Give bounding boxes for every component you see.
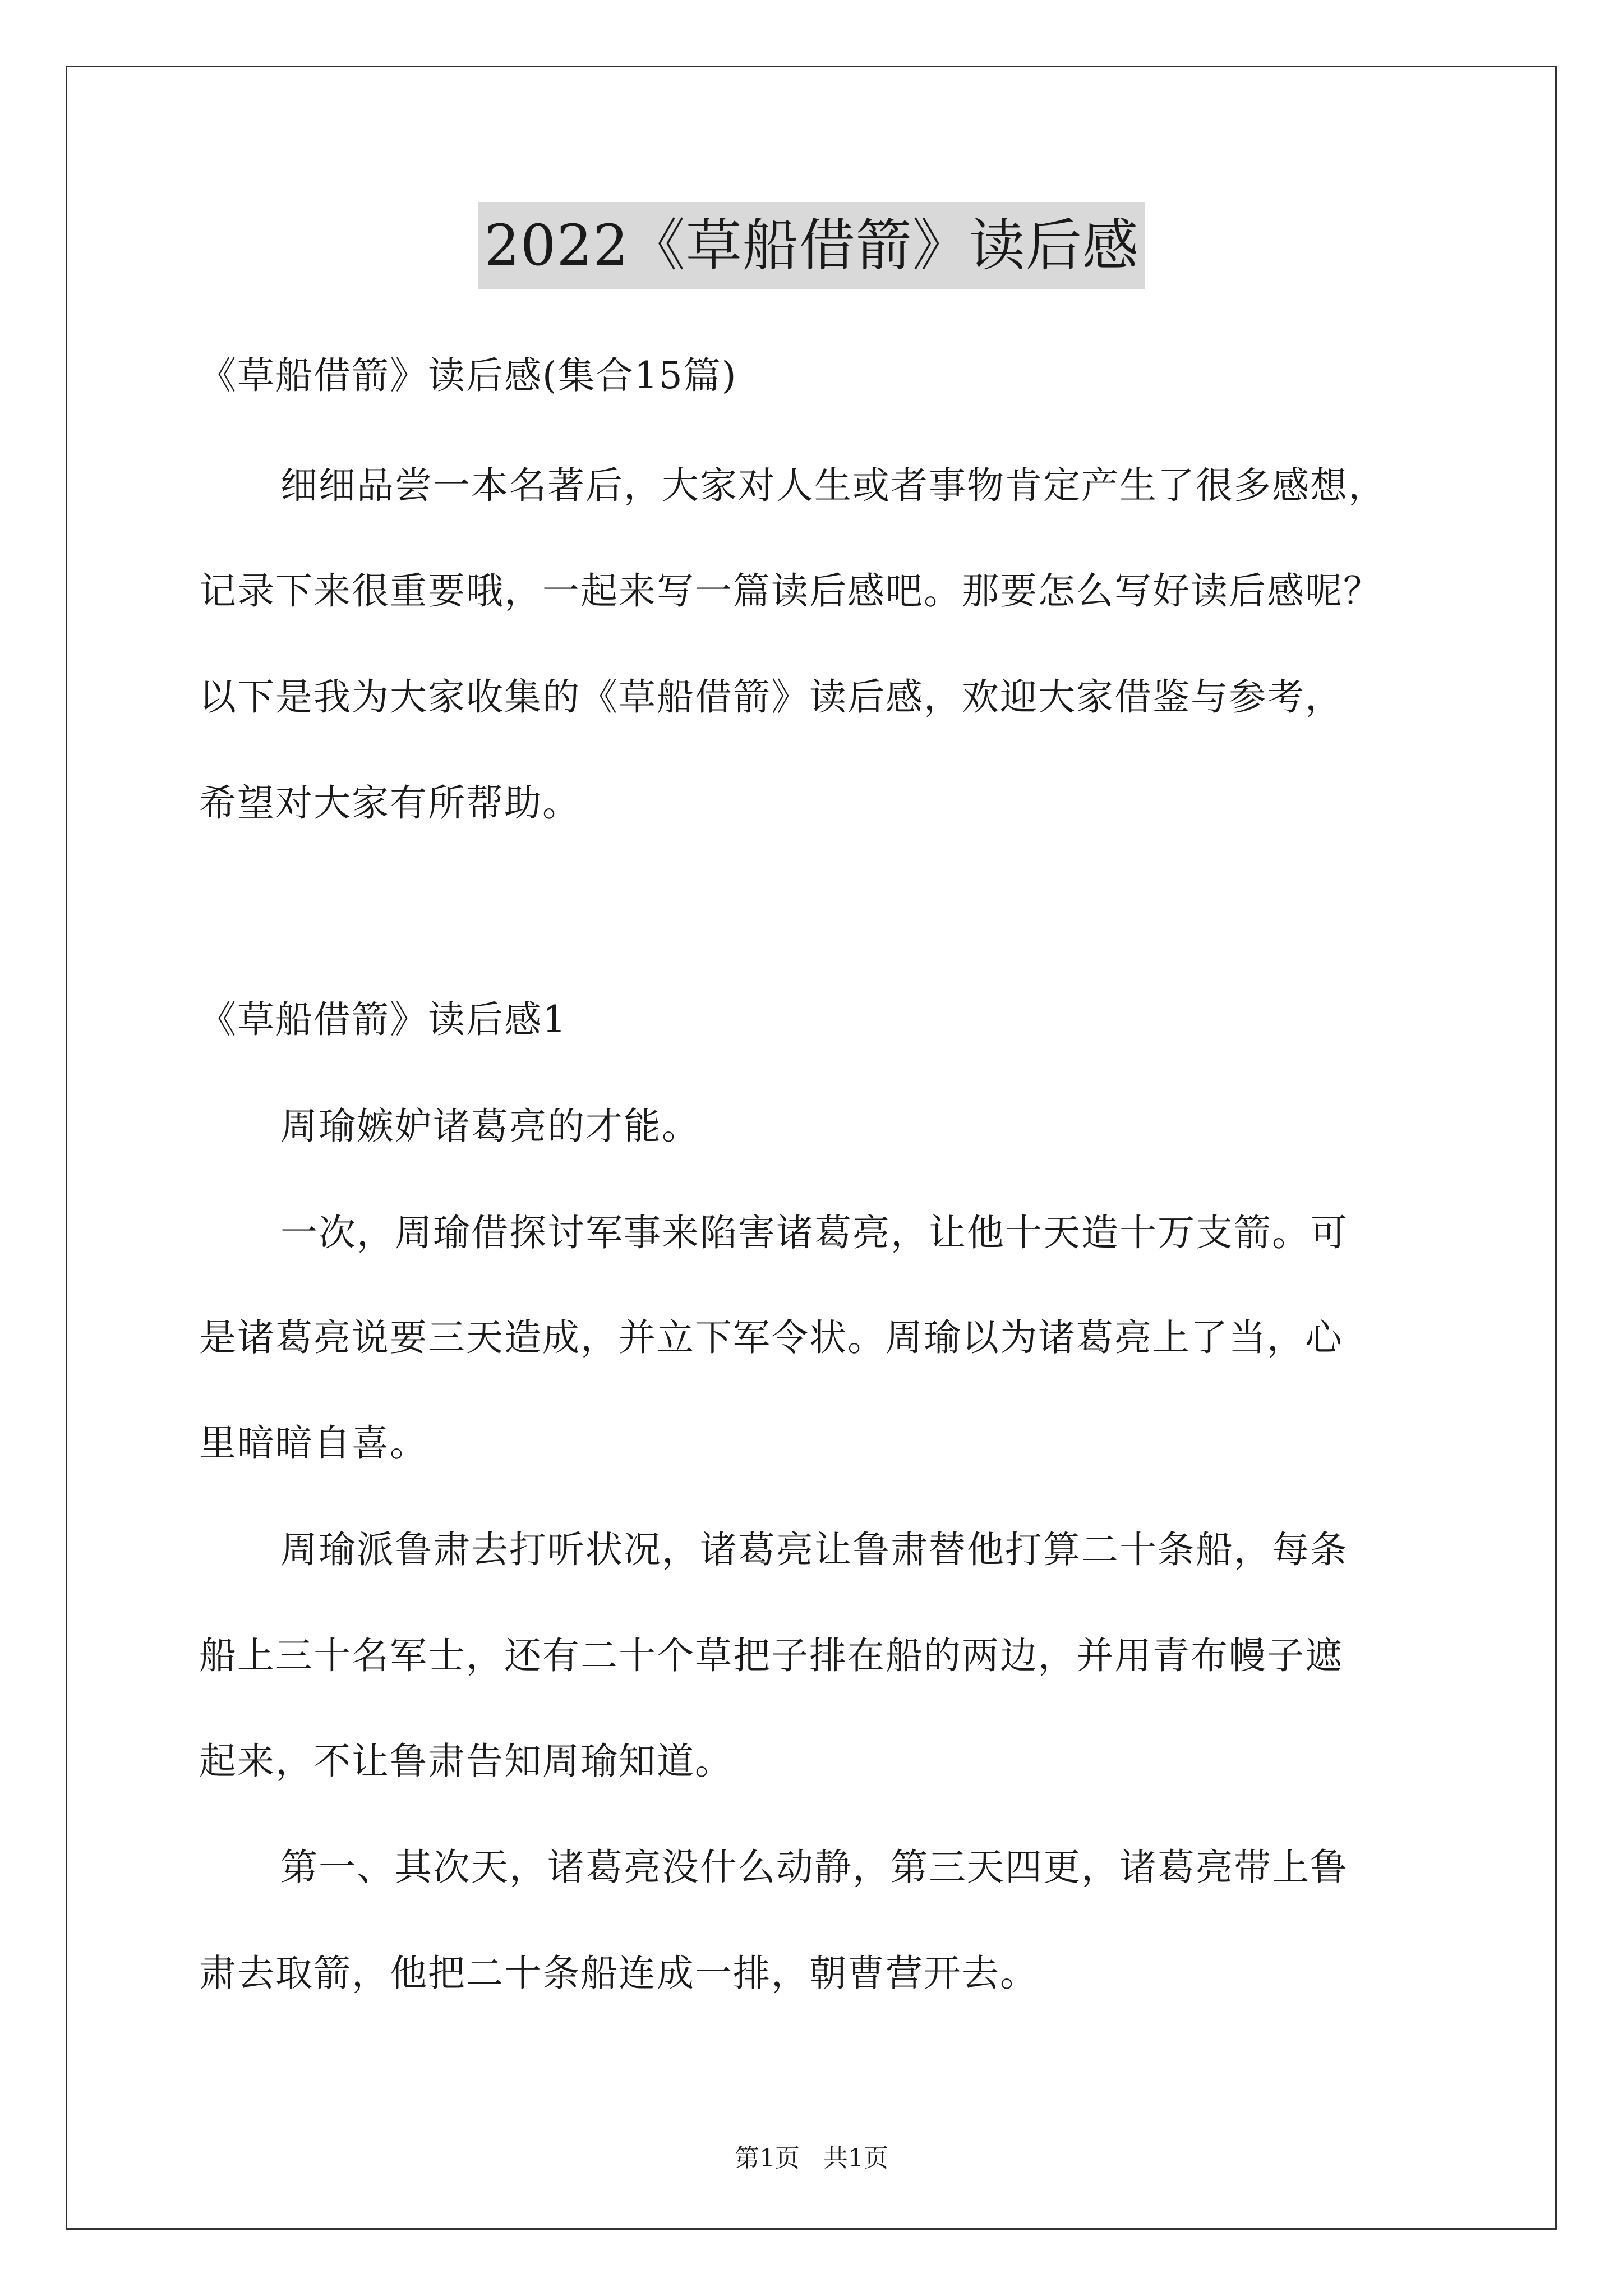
body-line: 里暗暗自喜。	[199, 1421, 428, 1465]
intro-line: 细细品尝一本名著后，大家对人生或者事物肯定产生了很多感想，	[280, 464, 1386, 507]
body-line: 肃去取箭，他把二十条船连成一排，朝曹营开去。	[199, 1952, 1038, 1995]
body-line: 第一、其次天，诸葛亮没什么动静，第三天四更，诸葛亮带上鲁	[280, 1846, 1348, 1889]
intro-line: 希望对大家有所帮助。	[199, 781, 580, 825]
intro-line: 记录下来很重要哦，一起来写一篇读后感吧。那要怎么写好读后感呢？	[199, 569, 1381, 613]
body-line: 是诸葛亮说要三天造成，并立下军令状。周瑜以为诸葛亮上了当，心	[199, 1316, 1343, 1359]
page-footer: 第1页 共1页	[735, 2144, 888, 2173]
body-line: 周瑜嫉妒诸葛亮的才能。	[280, 1105, 700, 1148]
document-subtitle: 《草船借箭》读后感(集合15篇)	[199, 354, 737, 397]
body-line: 周瑜派鲁肃去打听状况，诸葛亮让鲁肃替他打算二十条船，每条	[280, 1528, 1348, 1571]
body-line: 起来，不让鲁肃告知周瑜知道。	[199, 1740, 733, 1783]
body-line: 船上三十名军士，还有二十个草把子排在船的两边，并用青布幔子遮	[199, 1634, 1343, 1677]
intro-line: 以下是我为大家收集的《草船借箭》读后感，欢迎大家借鉴与参考，	[199, 675, 1343, 719]
title-container	[0, 202, 1623, 289]
section-heading: 《草船借箭》读后感1	[199, 998, 567, 1041]
body-line: 一次，周瑜借探讨军事来陷害诸葛亮，让他十天造十万支箭。可	[280, 1211, 1348, 1254]
document-title: 2022《草船借箭》读后感	[478, 202, 1145, 289]
